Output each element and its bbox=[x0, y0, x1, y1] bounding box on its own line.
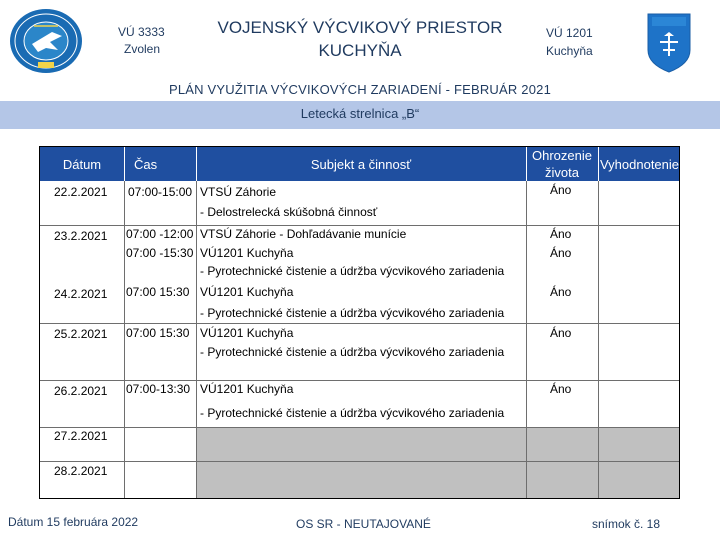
row-date: 28.2.2021 bbox=[54, 464, 108, 478]
header-divider bbox=[526, 147, 527, 181]
header-divider bbox=[598, 147, 599, 181]
row-subject: VÚ1201 Kuchyňa bbox=[200, 382, 294, 396]
row-activity: - Pyrotechnické čistenie a údržba výcvikového zariadenia bbox=[200, 345, 505, 359]
footer-slide-number: snímok č. 18 bbox=[592, 517, 661, 531]
column-divider bbox=[124, 181, 125, 499]
weekend-row-fill bbox=[196, 427, 680, 461]
header-divider bbox=[196, 147, 197, 181]
row-subject: VTSÚ Záhorie - Dohľadávanie munície bbox=[200, 227, 407, 241]
header-date: Dátum bbox=[62, 156, 102, 172]
footer-classification: OS SR - NEUTAJOVANÉ bbox=[296, 517, 431, 531]
row-activity: - Pyrotechnické čistenie a údržba výcvikového zariadenia bbox=[200, 406, 505, 420]
row-activity: - Pyrotechnické čistenie a údržba výcvikového zariadenia bbox=[200, 264, 505, 278]
row-activity: - Delostrelecká skúšobná činnosť bbox=[200, 205, 378, 219]
row-divider bbox=[40, 323, 680, 324]
row-divider bbox=[40, 225, 680, 226]
footer-date: Dátum 15 februára 2022 bbox=[8, 515, 139, 529]
row-time: 07:00 -12:00 bbox=[126, 227, 194, 241]
row-danger: Áno bbox=[550, 285, 572, 299]
header-danger bbox=[526, 147, 598, 181]
unit-right bbox=[546, 24, 593, 60]
row-divider bbox=[40, 380, 680, 381]
column-divider bbox=[526, 181, 527, 499]
row-danger: Áno bbox=[550, 382, 572, 396]
row-danger: Áno bbox=[550, 246, 572, 260]
row-time: 07:00 15:30 bbox=[126, 326, 190, 340]
row-subject: VÚ1201 Kuchyňa bbox=[200, 326, 294, 340]
header-subject: Subjekt a činnosť bbox=[310, 156, 412, 172]
header-divider bbox=[124, 147, 125, 181]
column-divider bbox=[598, 181, 599, 499]
row-date: 25.2.2021 bbox=[54, 327, 108, 341]
row-date: 27.2.2021 bbox=[54, 429, 108, 443]
unit-left bbox=[118, 24, 165, 58]
unit-right-code: VÚ 1201 bbox=[546, 26, 593, 40]
unit-seal-logo bbox=[8, 8, 84, 74]
row-danger: Áno bbox=[550, 326, 572, 340]
row-time: 07:00 15:30 bbox=[126, 285, 190, 299]
weekend-row-fill bbox=[196, 462, 680, 499]
row-subject: VTSÚ Záhorie bbox=[200, 185, 277, 199]
row-subject: VÚ1201 Kuchyňa bbox=[200, 285, 294, 299]
row-date: 23.2.2021 bbox=[54, 229, 108, 243]
unit-left-code: VÚ 3333 bbox=[118, 25, 165, 39]
row-date: 22.2.2021 bbox=[54, 185, 108, 199]
plan-subtitle: PLÁN VYUŽITIA VÝCVIKOVÝCH ZARIADENÍ - FEBRUÁR 2021 bbox=[168, 82, 552, 97]
unit-right-city: Kuchyňa bbox=[546, 44, 593, 58]
row-danger: Áno bbox=[550, 227, 572, 241]
page-title bbox=[210, 16, 510, 62]
shield-emblem-logo bbox=[646, 12, 692, 74]
row-subject: VÚ1201 Kuchyňa bbox=[200, 246, 294, 260]
row-danger: Áno bbox=[550, 183, 572, 197]
title-line-2: KUCHYŇA bbox=[318, 41, 402, 60]
row-divider bbox=[40, 461, 680, 462]
row-activity: - Pyrotechnické čistenie a údržba výcvikového zariadenia bbox=[200, 306, 505, 320]
header-evaluation: Vyhodnotenie bbox=[599, 156, 680, 172]
row-date: 24.2.2021 bbox=[54, 287, 108, 301]
schedule-table bbox=[39, 146, 680, 499]
row-time: 07:00 -15:30 bbox=[126, 246, 194, 260]
header-danger-line2: života bbox=[545, 165, 579, 180]
range-name: Letecká strelnica „B“ bbox=[300, 106, 420, 121]
row-date: 26.2.2021 bbox=[54, 384, 108, 398]
row-divider bbox=[40, 427, 680, 428]
row-time: 07:00-13:30 bbox=[126, 382, 191, 396]
column-divider bbox=[196, 181, 197, 499]
title-line-1: VOJENSKÝ VÝCVIKOVÝ PRIESTOR bbox=[217, 18, 503, 37]
header-time: Čas bbox=[134, 156, 158, 172]
unit-left-city: Zvolen bbox=[124, 42, 161, 56]
row-time: 07:00-15:00 bbox=[128, 185, 193, 199]
header-danger-line1: Ohrozenie bbox=[532, 148, 592, 163]
